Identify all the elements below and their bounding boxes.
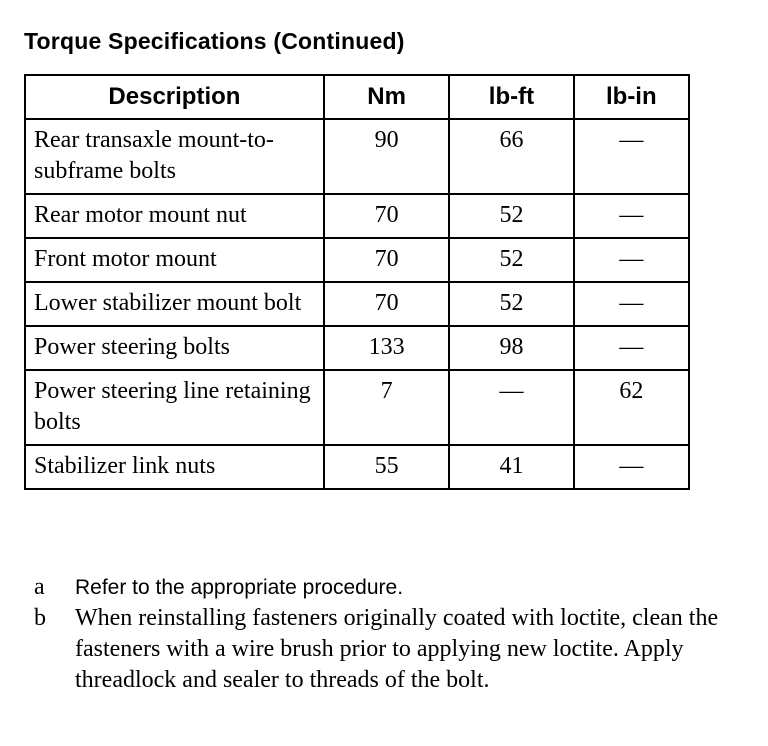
table-row [25,282,689,326]
cell-lbft: — [449,370,573,445]
table-row [25,370,689,445]
cell-lbin: — [574,194,689,238]
cell-description: Rear motor mount nut [25,194,324,238]
page-title: Torque Specifications (Continued) [24,28,405,54]
cell-nm: 7 [324,370,449,445]
table-row [25,238,689,282]
cell-nm: 70 [324,194,449,238]
cell-nm: 70 [324,282,449,326]
cell-description: Power steering bolts [25,326,324,370]
torque-spec-table [24,74,690,490]
column-header-description: Description [25,75,324,119]
footnote-a [34,572,734,603]
cell-lbft: 98 [449,326,573,370]
column-header-lbft: lb-ft [449,75,573,119]
cell-lbin: — [574,282,689,326]
cell-nm: 70 [324,238,449,282]
column-header-lbin: lb-in [574,75,689,119]
footnote-text: Refer to the appropriate procedure. [75,576,404,599]
cell-nm: 90 [324,119,449,194]
table-row [25,326,689,370]
cell-description: Rear transaxle mount-to-subframe bolts [25,119,324,194]
table-row [25,445,689,489]
cell-lbin: — [574,119,689,194]
cell-nm: 133 [324,326,449,370]
footnote-b [34,603,734,696]
table-header-row [25,75,689,119]
cell-lbin: — [574,326,689,370]
table-row [25,194,689,238]
cell-lbft: 52 [449,238,573,282]
footnote-letter: b [34,605,46,631]
footnotes [34,572,734,696]
table-row [25,119,689,194]
cell-lbft: 66 [449,119,573,194]
cell-lbft: 52 [449,194,573,238]
cell-description: Front motor mount [25,238,324,282]
cell-lbin: 62 [574,370,689,445]
cell-description: Stabilizer link nuts [25,445,324,489]
cell-lbft: 41 [449,445,573,489]
cell-lbft: 52 [449,282,573,326]
cell-lbin: — [574,445,689,489]
column-header-nm: Nm [324,75,449,119]
cell-description: Lower stabilizer mount bolt [25,282,324,326]
footnote-text: When reinstalling fasteners originally coated with loctite, clean the fasteners with a wire brush prior to applying new loctite. Apply threadlock and sealer to threads of the bolt. [75,605,719,693]
cell-lbin: — [574,238,689,282]
cell-description: Power steering line retaining bolts [25,370,324,445]
footnote-letter: a [34,574,45,600]
cell-nm: 55 [324,445,449,489]
